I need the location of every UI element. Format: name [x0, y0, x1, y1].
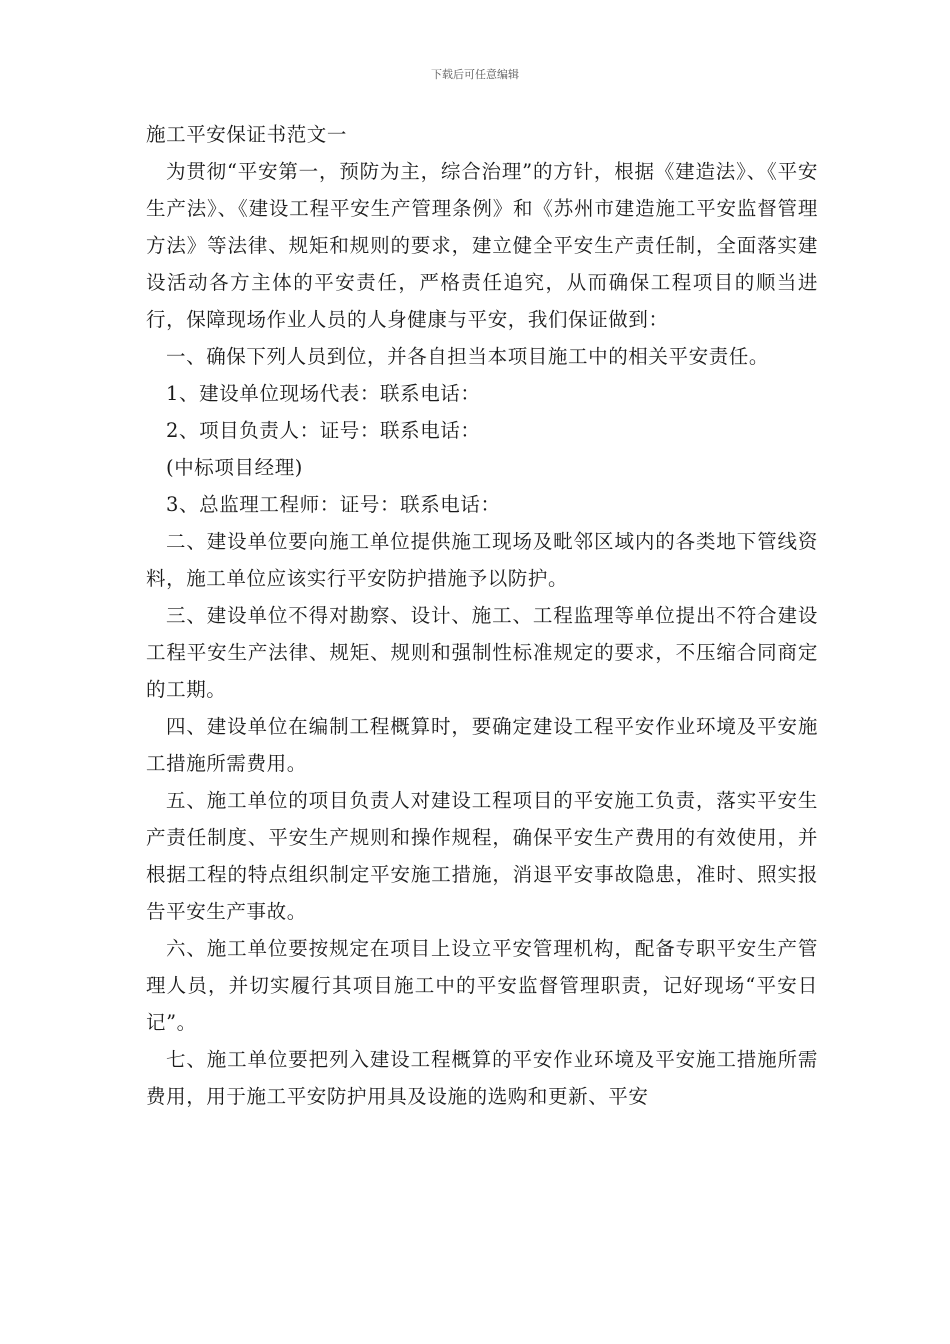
clause-3: 三、建设单位不得对勘察、设计、施工、工程监理等单位提出不符合建设工程平安生产法律、规矩、规则和强制性标准规定的要求，不压缩合同商定的工期。: [146, 604, 818, 701]
clause-2: 二、建设单位要向施工单位提供施工现场及毗邻区域内的各类地下管线资料，施工单位应该实行平安防护措施予以防护。: [146, 530, 818, 590]
header-note: 下载后可任意编辑: [431, 68, 519, 81]
clause-6: 六、施工单位要按规定在项目上设立平安管理机构，配备专职平安生产管理人员，并切实履行其项目施工中的平安监督管理职责，记好现场“平安日记”。: [146, 937, 818, 1034]
document-title: 施工平安保证书范文一: [146, 123, 348, 146]
clause-1-sub-2: 2、项目负责人：证号：联系电话：: [166, 419, 481, 442]
clause-1-sub-3: 3、总监理工程师：证号：联系电话：: [166, 493, 501, 516]
clause-1-sub-1: 1、建设单位现场代表：联系电话：: [166, 382, 481, 405]
clause-1: 一、确保下列人员到位，并各自担当本项目施工中的相关平安责任。: [166, 345, 770, 368]
clause-1-sub-2-note: (中标项目经理): [166, 456, 304, 479]
intro-paragraph: 为贯彻“平安第一，预防为主，综合治理”的方针，根据《建造法》、《平安生产法》、《建设工程平安生产管理条例》和《苏州市建造施工平安监督管理方法》等法律、规矩和规则的要求，建立健全平安生产责任制，全面落实建设活动各方主体的平安责任，严格责任追究，从而确保工程项目的顺当进行，保障现场作业人员的人身健康与平安，我们保证做到：: [146, 160, 818, 331]
document-body: [146, 116, 818, 1115]
clause-5: 五、施工单位的项目负责人对建设工程项目的平安施工负责，落实平安生产责任制度、平安生产规则和操作规程，确保平安生产费用的有效使用，并根据工程的特点组织制定平安施工措施，消退平安事故隐患，准时、照实报告平安生产事故。: [146, 789, 818, 923]
clause-7: 七、施工单位要把列入建设工程概算的平安作业环境及平安施工措施所需费用，用于施工平安防护用具及设施的选购和更新、平安: [146, 1048, 818, 1108]
clause-4: 四、建设单位在编制工程概算时，要确定建设工程平安作业环境及平安施工措施所需费用。: [146, 715, 818, 775]
